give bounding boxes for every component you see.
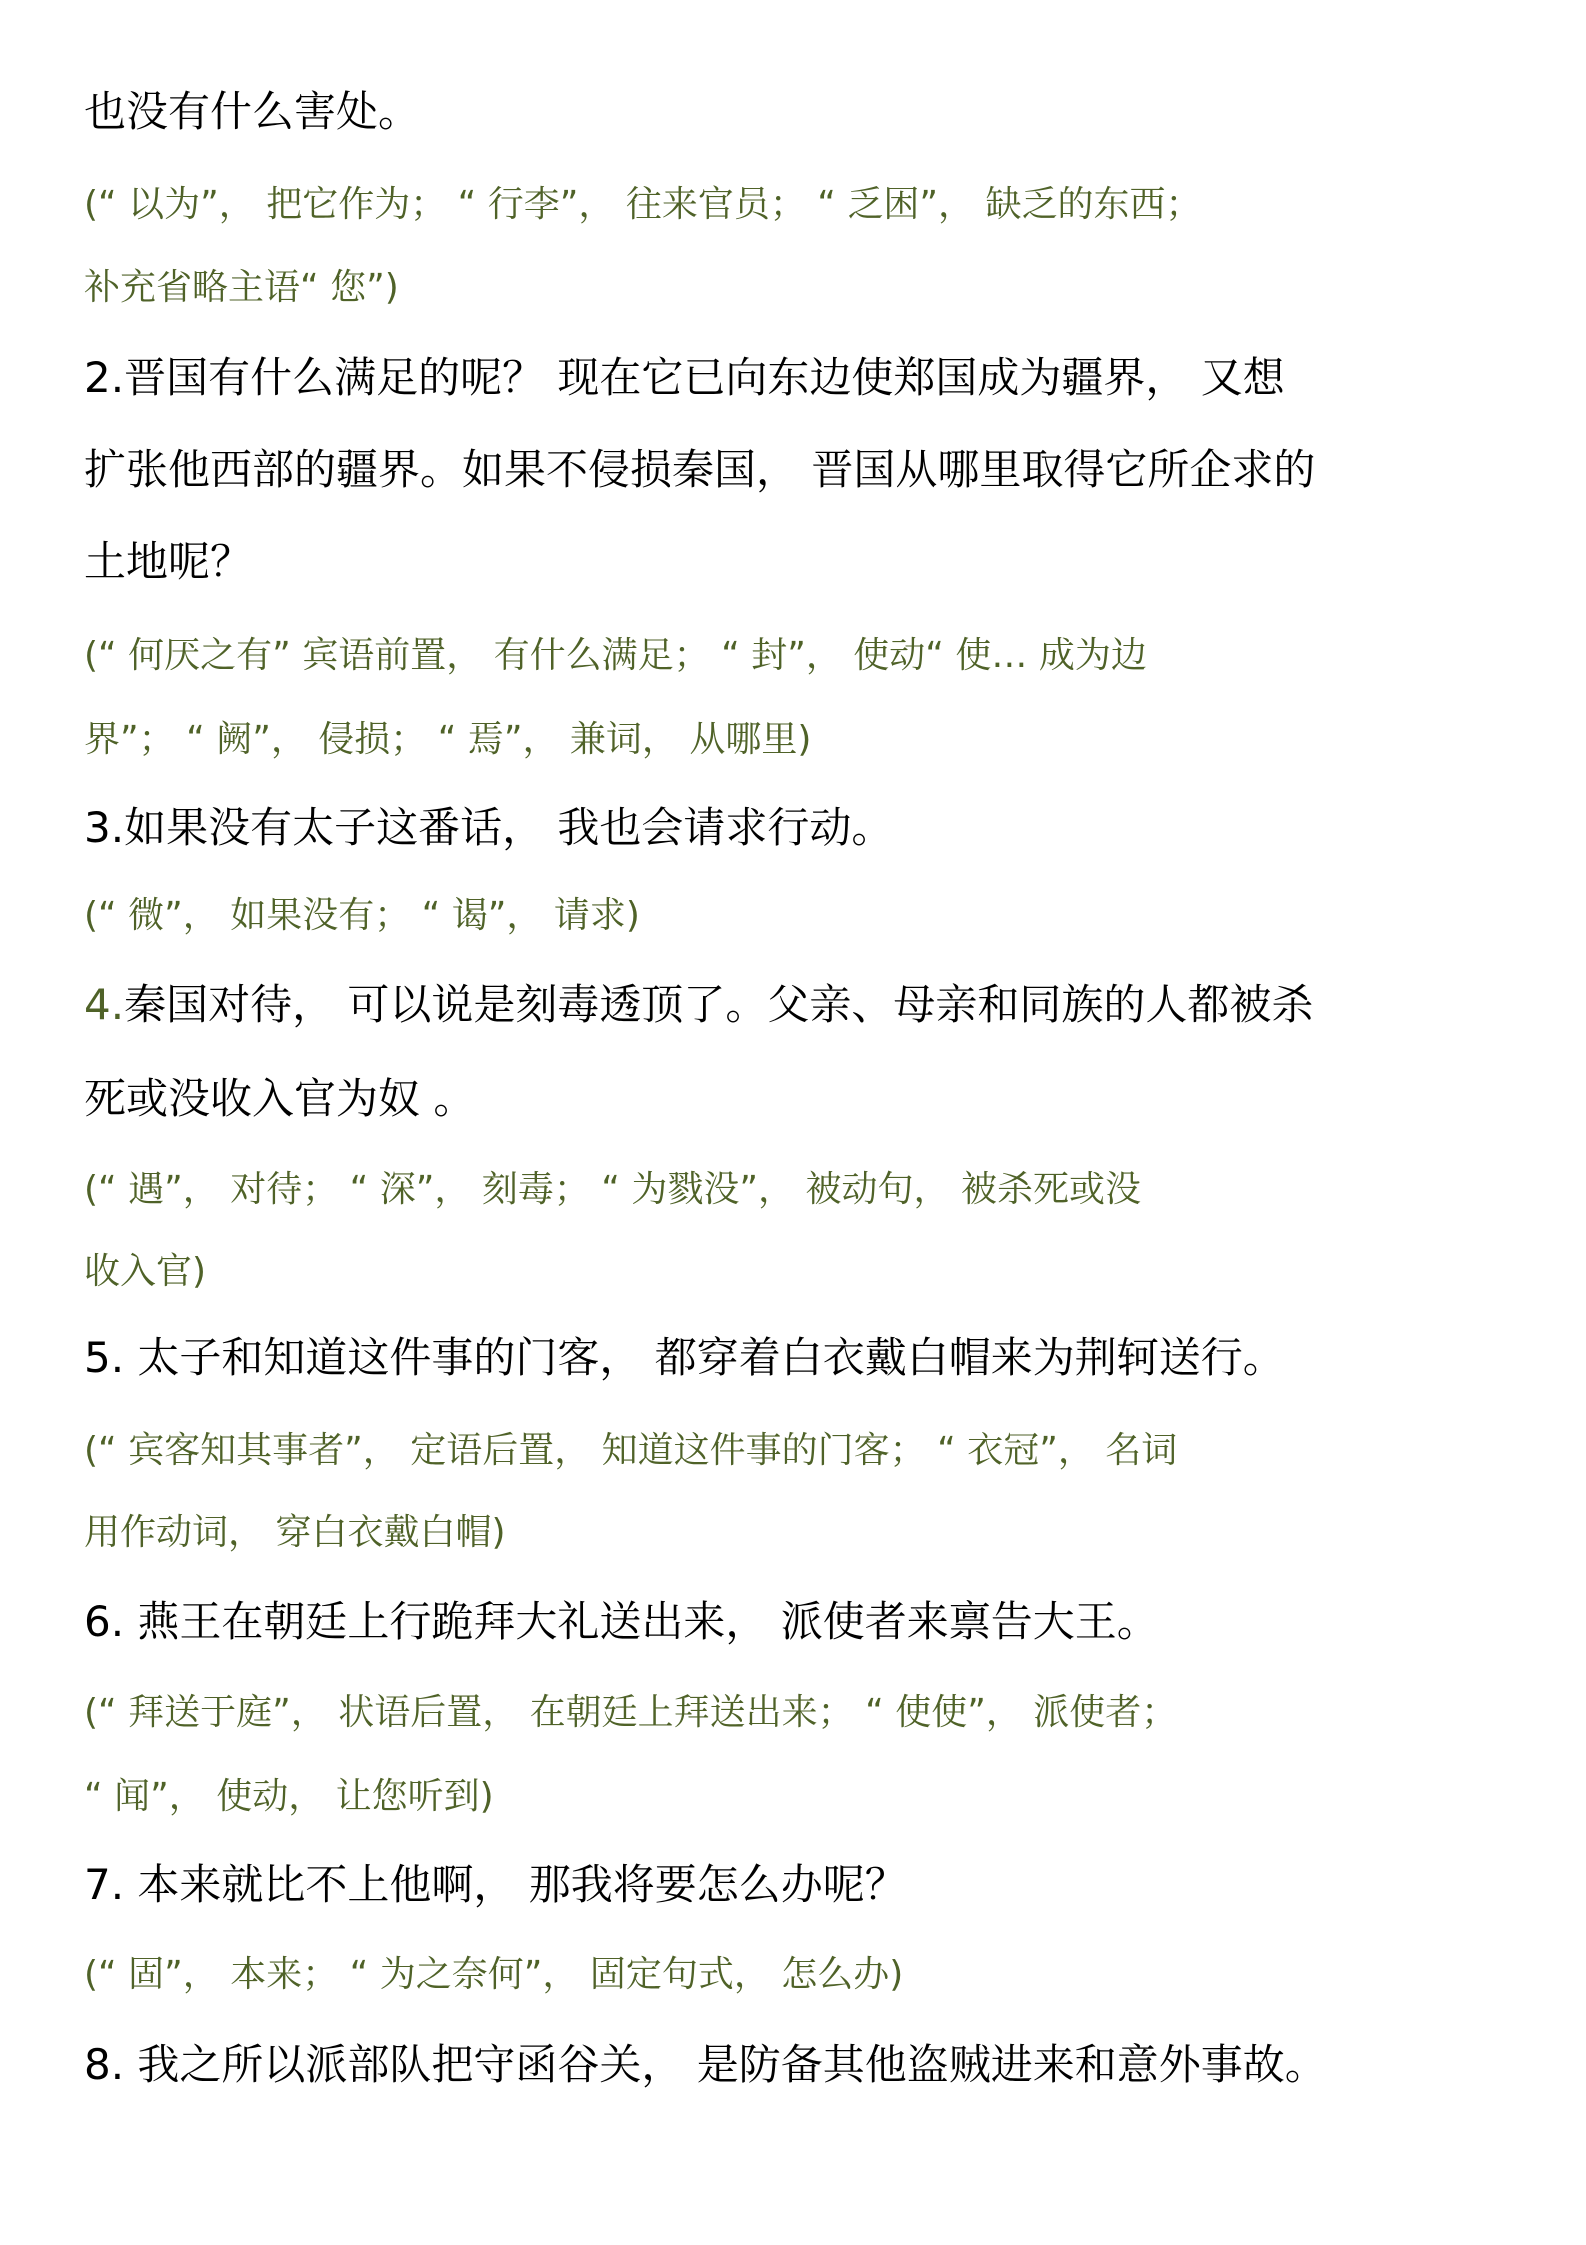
translation-line: 7. 本来就比不上他啊， 那我将要怎么办呢？ xyxy=(84,1860,907,1909)
translation-line: 8. 我之所以派部队把守函谷关， 是防备其他盗贼进来和意外事故。 xyxy=(84,2040,1327,2089)
annotation-line: (“ 何厌之有” 宾语前置， 有什么满足； “ 封”， 使动“ 使… 成为边 xyxy=(84,635,1147,676)
translation-line: 5. 太子和知道这件事的门客， 都穿着白衣戴白帽来为荆轲送行。 xyxy=(84,1333,1285,1382)
annotation-line: 补充省略主语“ 您”) xyxy=(84,267,399,308)
translation-text: 秦国对待， 可以说是刻毒透顶了。父亲、母亲和同族的人都被杀 xyxy=(124,980,1314,1029)
annotation-line: (“ 宾客知其事者”， 定语后置， 知道这件事的门客； “ 衣冠”， 名词 xyxy=(84,1430,1178,1471)
translation-line: 3.如果没有太子这番话， 我也会请求行动。 xyxy=(84,803,894,852)
annotation-line: (“ 拜送于庭”， 状语后置， 在朝廷上拜送出来； “ 使使”， 派使者； xyxy=(84,1692,1178,1733)
annotation-line: (“ 以为”， 把它作为； “ 行李”， 往来官员； “ 乏困”， 缺乏的东西； xyxy=(84,184,1202,225)
translation-line xyxy=(84,975,1313,1035)
annotation-line: 用作动词， 穿白衣戴白帽) xyxy=(84,1512,506,1553)
annotation-line: (“ 固”， 本来； “ 为之奈何”， 固定句式， 怎么办) xyxy=(84,1954,904,1995)
annotation-line: (“ 遇”， 对待； “ 深”， 刻毒； “ 为戮没”， 被动句， 被杀死或没 xyxy=(84,1169,1141,1210)
annotation-line: 界”； “ 阙”， 侵损； “ 焉”， 兼词， 从哪里) xyxy=(84,719,812,760)
translation-line: 死或没收入官为奴 。 xyxy=(84,1074,476,1123)
translation-line: 6. 燕王在朝廷上行跪拜大礼送出来， 派使者来禀告大王。 xyxy=(84,1597,1159,1646)
translation-line: 也没有什么害处。 xyxy=(84,87,421,136)
annotation-line: “ 闻”， 使动， 让您听到) xyxy=(84,1776,494,1817)
annotation-line: (“ 微”， 如果没有； “ 谒”， 请求) xyxy=(84,895,640,936)
translation-line: 2.晋国有什么满足的呢？ 现在它已向东边使郑国成为疆界， 又想 xyxy=(84,353,1285,402)
item-number: 4. xyxy=(84,980,125,1029)
translation-line: 扩张他西部的疆界。如果不侵损秦国， 晋国从哪里取得它所企求的 xyxy=(84,445,1316,494)
translation-line: 土地呢？ xyxy=(84,537,253,586)
annotation-line: 收入官) xyxy=(84,1251,207,1292)
